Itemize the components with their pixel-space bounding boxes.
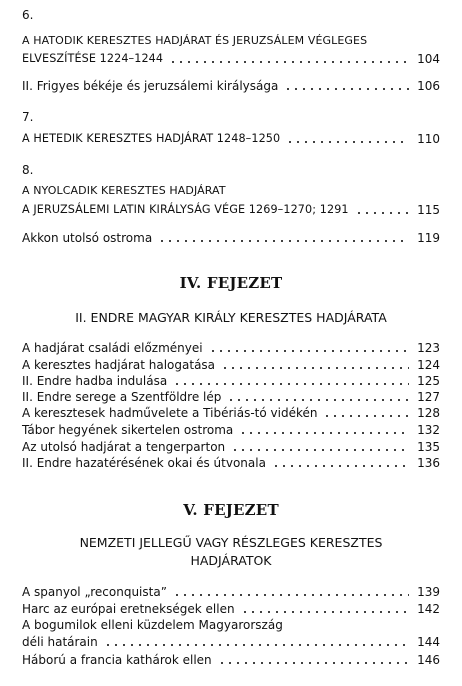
page-number: 119: [417, 231, 440, 245]
leader-dots: [218, 662, 409, 664]
page-number: 136: [417, 456, 440, 470]
page-number: 123: [417, 341, 440, 355]
entry-label: A spanyol „reconquista”: [22, 585, 167, 599]
toc-entry-section-7[interactable]: [22, 132, 440, 146]
toc-entry-ch4-5[interactable]: [22, 406, 440, 420]
toc-entry-ch5-3[interactable]: [22, 635, 440, 649]
section-8-title-line2: A JERUZSÁLEMI LATIN KIRÁLYSÁG VÉGE 1269–1270; 1291: [22, 203, 349, 216]
toc-entry-frigyes[interactable]: [22, 79, 440, 93]
leader-dots: [227, 399, 409, 401]
entry-label: Harc az európai eretnekségek ellen: [22, 602, 235, 616]
page-number: 139: [417, 585, 440, 599]
page-number: 104: [417, 52, 440, 66]
entry-label: Akkon utolsó ostroma: [22, 231, 153, 245]
section-8-number: 8.: [22, 163, 34, 177]
entry-label: II. Frigyes békéje és jeruzsálemi királysága: [22, 79, 279, 93]
section-6-number: 6.: [22, 8, 34, 22]
chapter-5-heading: V. FEJEZET: [183, 501, 279, 519]
leader-dots: [241, 611, 410, 613]
page-number: 124: [417, 358, 440, 372]
page-number: 127: [417, 390, 440, 404]
leader-dots: [323, 415, 409, 417]
section-6-title-line1: A HATODIK KERESZTES HADJÁRAT ÉS JERUZSÁLEM VÉGLEGES: [22, 34, 368, 47]
entry-label: A hadjárat családi előzményei: [22, 341, 203, 355]
entry-label: A keresztes hadjárat halogatása: [22, 358, 216, 372]
page-number: 135: [417, 440, 440, 454]
entry-label: II. Endre serege a Szentföldre lép: [22, 390, 222, 404]
leader-dots: [355, 212, 409, 214]
page-number: 146: [417, 653, 440, 667]
section-6-title-line2: ELVESZÍTÉSE 1224–1244: [22, 52, 164, 65]
page-number: 132: [417, 423, 440, 437]
toc-entry-ch4-7[interactable]: [22, 440, 440, 454]
toc-entry-ch5-4[interactable]: [22, 653, 440, 667]
toc-entry-section-6[interactable]: [22, 52, 440, 66]
entry-label: Tábor hegyének sikertelen ostroma: [22, 423, 234, 437]
page-number: 115: [417, 203, 440, 217]
leader-dots: [158, 240, 409, 242]
entry-label: Háború a francia kathárok ellen: [22, 653, 212, 667]
toc-entry-akkon[interactable]: [22, 231, 440, 245]
page-number: 144: [417, 635, 440, 649]
page-number: 125: [417, 374, 440, 388]
section-8-title-line1: A NYOLCADIK KERESZTES HADJÁRAT: [22, 184, 226, 197]
toc-entry-ch4-3[interactable]: [22, 374, 440, 388]
chapter-5-subtitle-line2: HADJÁRATOK: [190, 553, 272, 568]
leader-dots: [173, 383, 409, 385]
section-7-title: A HETEDIK KERESZTES HADJÁRAT 1248–1250: [22, 132, 281, 145]
leader-dots: [104, 644, 409, 646]
section-7-number: 7.: [22, 110, 34, 124]
entry-label: A keresztesek hadművelete a Tibériás-tó vidékén: [22, 406, 318, 420]
entry-label: déli határain: [22, 635, 98, 649]
page-number: 106: [417, 79, 440, 93]
toc-entry-ch4-6[interactable]: [22, 423, 440, 437]
leader-dots: [169, 61, 409, 63]
leader-dots: [284, 88, 409, 90]
entry-label: Az utolsó hadjárat a tengerparton: [22, 440, 226, 454]
page-number: 142: [417, 602, 440, 616]
chapter-5-subtitle-line1: NEMZETI JELLEGŰ VAGY RÉSZLEGES KERESZTES: [79, 535, 383, 550]
entry-label: II. Endre hazatérésének okai és útvonala: [22, 456, 266, 470]
chapter-4-heading: IV. FEJEZET: [179, 274, 283, 292]
page-number: 128: [417, 406, 440, 420]
leader-dots: [286, 141, 409, 143]
toc-entry-section-8[interactable]: [22, 203, 440, 217]
leader-dots: [231, 449, 409, 451]
leader-dots: [173, 594, 409, 596]
page-number: 110: [417, 132, 440, 146]
leader-dots: [209, 350, 409, 352]
toc-entry-ch4-4[interactable]: [22, 390, 440, 404]
toc-entry-ch5-2[interactable]: [22, 602, 440, 616]
toc-entry-ch5-1[interactable]: [22, 585, 440, 599]
entry-label: II. Endre hadba indulása: [22, 374, 168, 388]
toc-entry-ch4-1[interactable]: [22, 341, 440, 355]
chapter-4-subtitle: II. ENDRE MAGYAR KIRÁLY KERESZTES HADJÁRATA: [75, 310, 387, 325]
toc-entry-ch4-2[interactable]: [22, 358, 440, 372]
leader-dots: [272, 465, 409, 467]
leader-dots: [239, 432, 409, 434]
ch5-entry-3-line1: A bogumilok elleni küzdelem Magyarország: [22, 618, 283, 632]
toc-entry-ch4-8[interactable]: [22, 456, 440, 470]
leader-dots: [221, 367, 409, 369]
